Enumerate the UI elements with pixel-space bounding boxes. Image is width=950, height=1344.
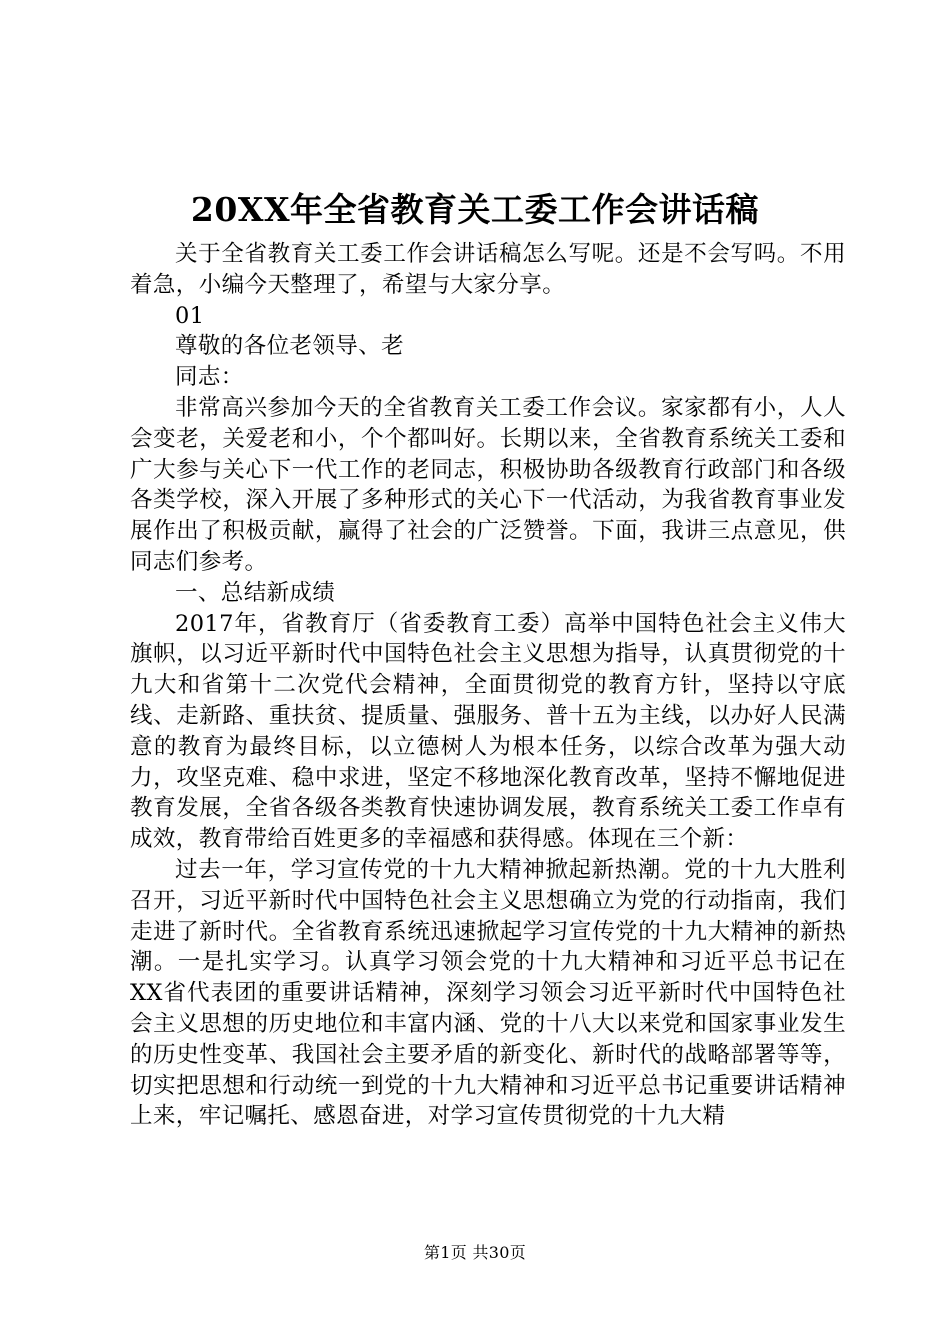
document-title: 20XX年全省教育关工委工作会讲话稿 [190,190,760,229]
body-paragraph: 2017年，省教育厅（省委教育工委）高举中国特色社会主义伟大旗帜，以习近平新时代中国特色社会主义思想为指导，认真贯彻党的十九大和省第十二次党代会精神，全面贯彻党的教育方针，坚持以守底线、走新路、重扶贫、提质量、强服务、普十五为主线，以办好人民满意的教育为最终目标，以立德树人为根本任务，以综合改革为强大动力，攻坚克难、稳中求进，坚定不移地深化教育改革，坚持不懈地促进教育发展，全省各级各类教育快速协调发展，教育系统关工委工作卓有成效，教育带给百姓更多的幸福感和获得感。体现在三个新： [130,610,846,853]
salutation-line: 尊敬的各位老领导、老 [175,333,405,360]
document-body [130,239,846,1132]
page-footer: 第1页 共30页 [423,1243,527,1262]
intro-paragraph: 关于全省教育关工委工作会讲话稿怎么写呢。还是不会写吗。不用着急，小编今天整理了，希望与大家分享。 [130,241,846,298]
opening-paragraph: 非常高兴参加今天的全省教育关工委工作会议。家家都有小，人人会变老，关爱老和小，个个都叫好。长期以来，全省教育系统关工委和广大参与关心下一代工作的老同志，积极协助各级教育行政部门和各级各类学校，深入开展了多种形式的关心下一代活动，为我省教育事业发展作出了积极贡献，赢得了社会的广泛赞誉。下面，我讲三点意见，供同志们参考。 [130,394,846,575]
body-paragraph: 过去一年，学习宣传党的十九大精神掀起新热潮。党的十九大胜利召开，习近平新时代中国特色社会主义思想确立为党的行动指南，我们走进了新时代。全省教育系统迅速掀起学习宣传党的十九大精神的新热潮。一是扎实学习。认真学习领会党的十九大精神和习近平总书记在XX省代表团的重要讲话精神，深刻学习领会习近平新时代中国特色社会主义思想的历史地位和丰富内涵、党的十八大以来党和国家事业发生的历史性变革、我国社会主要矛盾的新变化、新时代的战略部署等等，切实把思想和行动统一到党的十九大精神和习近平总书记重要讲话精神上来，牢记嘱托、感恩奋进，对学习宣传贯彻党的十九大精 [130,856,846,1130]
salutation-line-2: 同志： [175,364,244,391]
section-number: 01 [175,302,205,329]
section-heading: 一、总结新成绩 [175,579,336,606]
